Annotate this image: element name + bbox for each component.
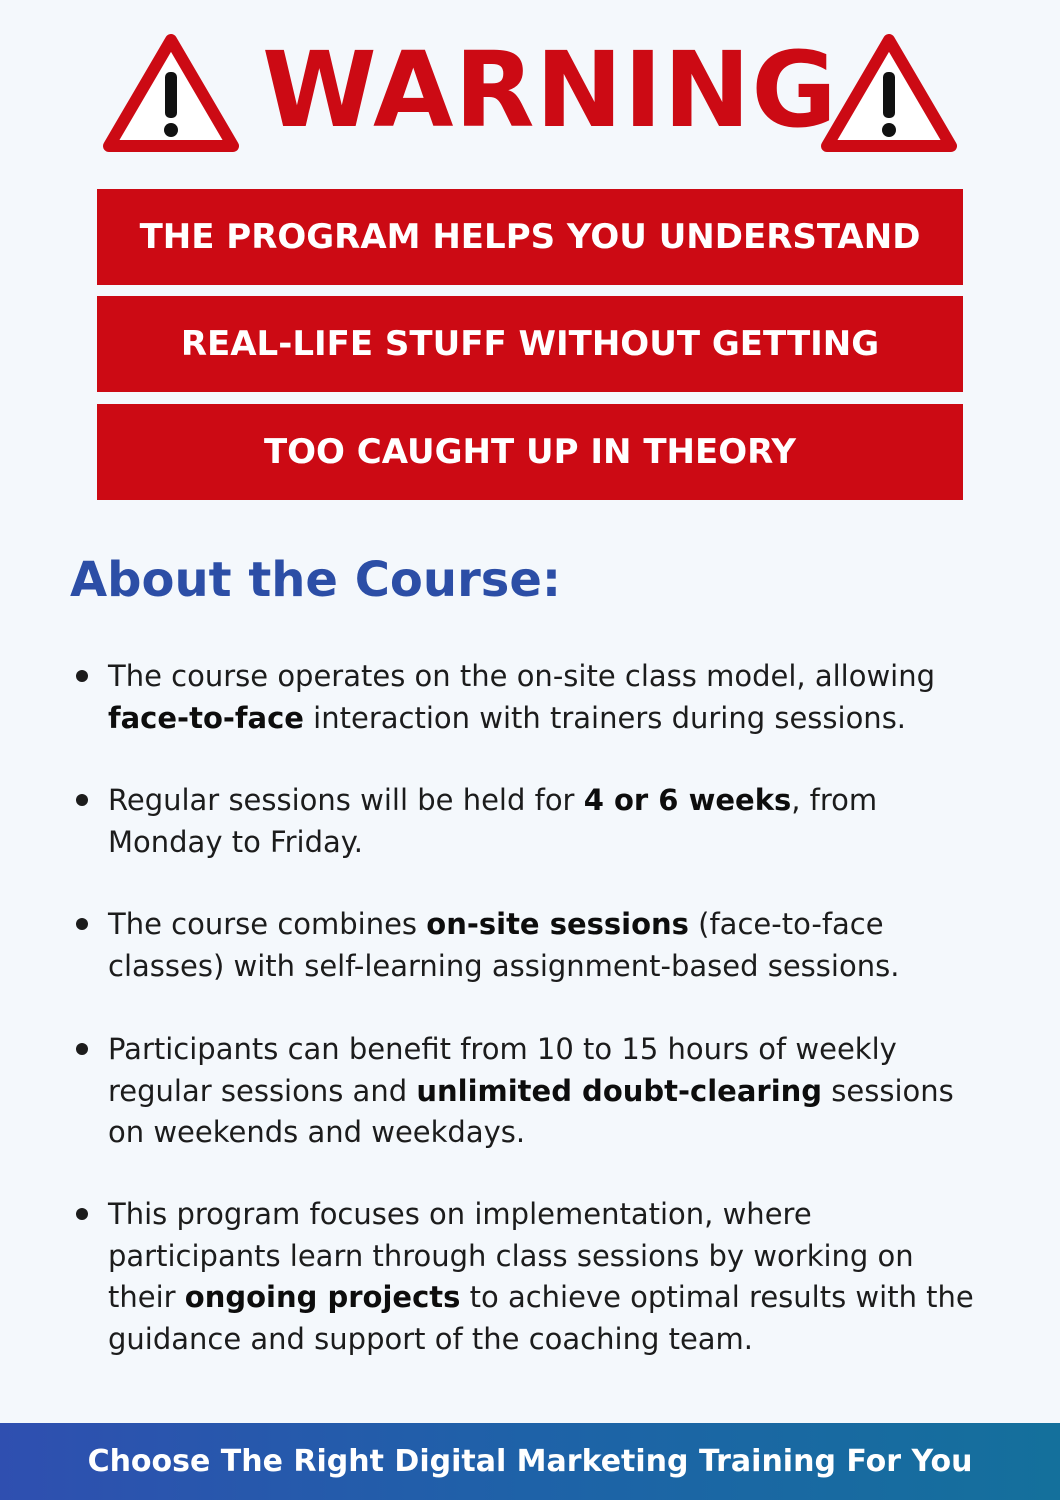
bullet-text: The course combines	[108, 907, 427, 941]
bullet-text: , from Monday to Friday.	[108, 783, 878, 859]
bullet-icon	[76, 1208, 88, 1220]
warning-banner-line-3: TOO CAUGHT UP IN THEORY	[97, 404, 963, 500]
list-item	[108, 1194, 988, 1360]
bullet-text: The course operates on the on-site class model, allowing	[108, 659, 936, 693]
bullet-highlight: face-to-face	[108, 700, 304, 735]
bullet-highlight: 4 or 6 weeks	[583, 783, 792, 817]
warning-title: WARNING	[262, 29, 838, 151]
bullet-text: to achieve optimal results with the guidance and support of the coaching team.	[108, 1280, 974, 1356]
bullet-highlight: ongoing projects	[184, 1280, 461, 1314]
warning-triangle-icon	[821, 34, 957, 157]
list-item	[108, 656, 988, 739]
bullet-highlight: unlimited doubt-clearing	[416, 1073, 823, 1108]
bullet-text: interaction with trainers during sessions.	[303, 700, 907, 735]
list-item	[108, 1029, 988, 1154]
warning-triangle-icon	[103, 34, 239, 157]
footer-tagline: Choose The Right Digital Marketing Training For You	[87, 1444, 973, 1479]
bullet-text: sessions on weekends and weekdays.	[108, 1073, 954, 1149]
footer-banner	[0, 1423, 1060, 1500]
list-item	[108, 904, 988, 987]
list-item	[108, 780, 988, 863]
bullet-icon	[76, 794, 88, 806]
bullet-text: This program focuses on implementation, where participants learn through class sessions by working on their	[108, 1197, 914, 1314]
warning-banner-line-1: THE PROGRAM HELPS YOU UNDERSTAND	[97, 189, 963, 285]
bullet-text: (face-to-face classes) with self-learning assignment-based sessions.	[108, 907, 900, 983]
bullet-icon	[76, 1043, 88, 1055]
bullet-text: Regular sessions will be held for	[108, 783, 584, 817]
bullet-highlight: on-site sessions	[426, 907, 689, 941]
warning-header	[0, 28, 1060, 156]
bullet-icon	[76, 918, 88, 930]
bullet-icon	[76, 670, 88, 682]
about-course-heading: About the Course:	[70, 552, 562, 608]
bullet-text: Participants can benefit from 10 to 15 hours of weekly regular sessions and	[108, 1032, 897, 1108]
warning-banner-line-2: REAL-LIFE STUFF WITHOUT GETTING	[97, 296, 963, 392]
